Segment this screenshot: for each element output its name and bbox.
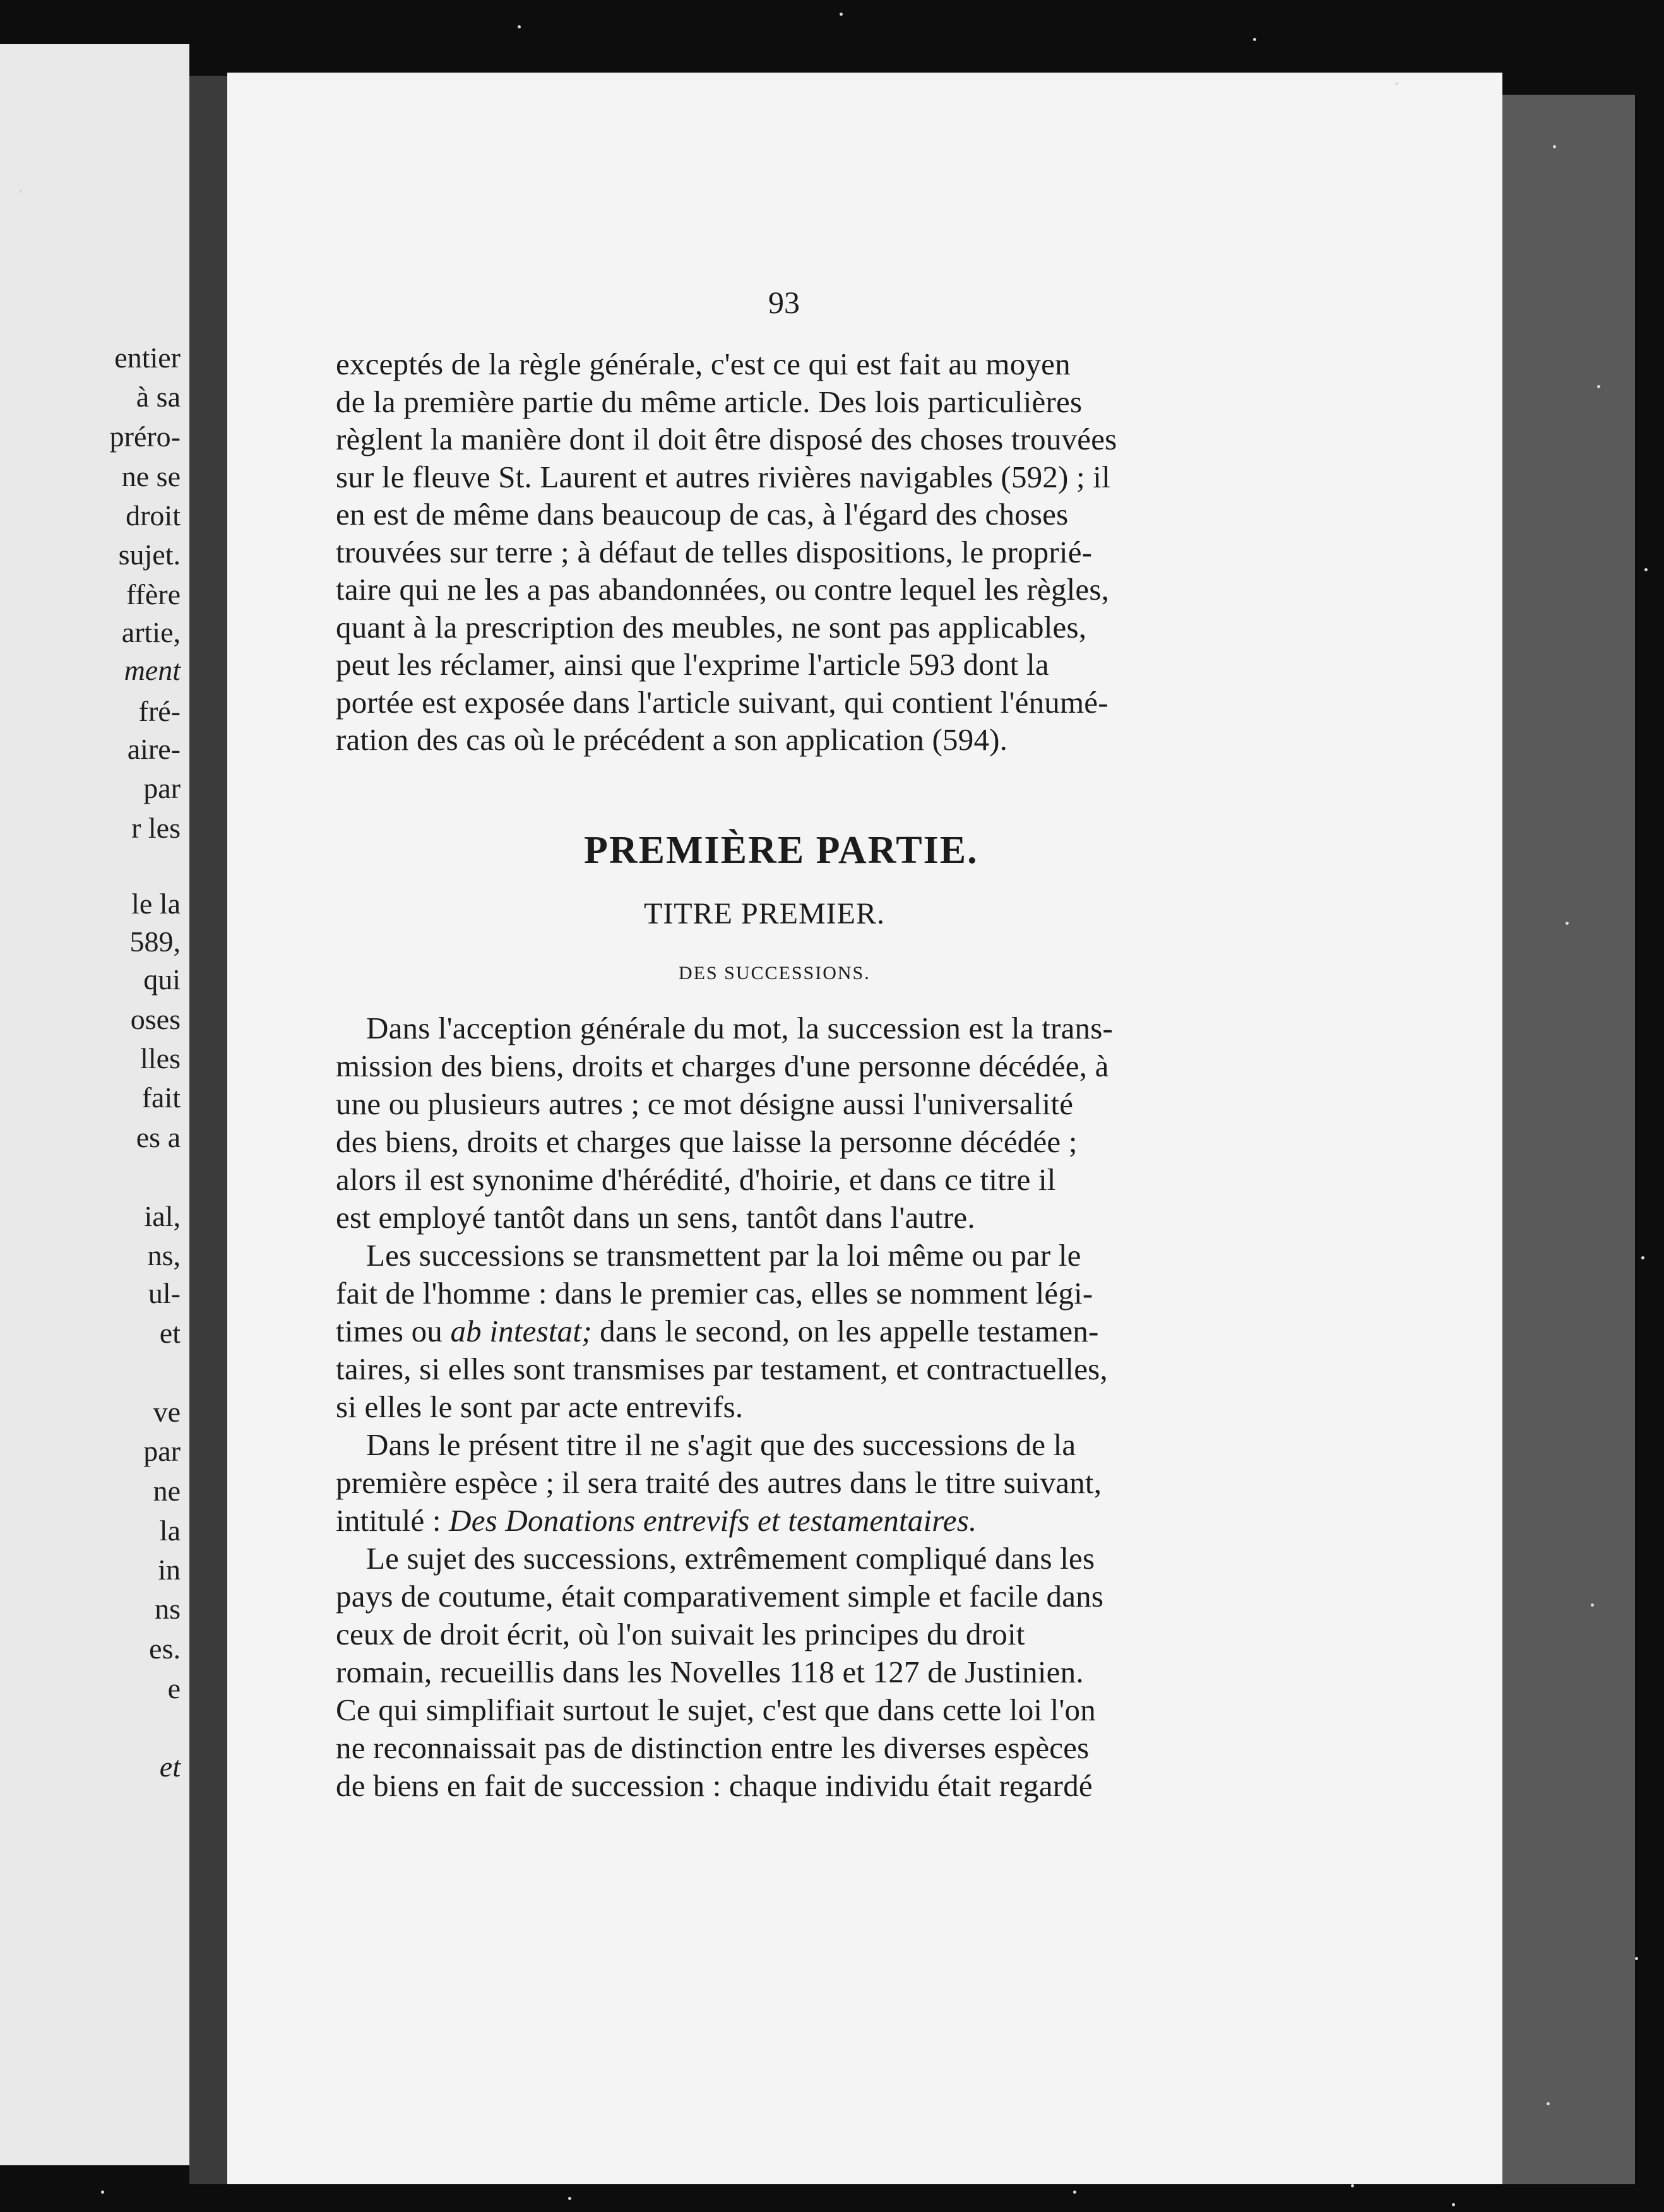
text-line xyxy=(336,1199,975,1235)
text-line xyxy=(336,1730,1089,1766)
text-line xyxy=(336,1389,743,1425)
facing-page-line: à sa xyxy=(136,381,181,413)
text-segment: Ce qui simplifiait surtout le sujet, c'est que dans cette loi l'on xyxy=(336,1692,1096,1727)
facing-page-line: ment xyxy=(124,654,181,686)
text-line xyxy=(336,1768,1093,1804)
facing-page-line: es a xyxy=(136,1121,181,1153)
paragraph-first-line xyxy=(366,1010,1113,1046)
text-line: de la première partie du même article. Des lois particulières xyxy=(336,384,1083,419)
text-line xyxy=(336,1351,1108,1387)
facing-page-line: lles xyxy=(140,1042,181,1074)
text-segment: Dans le présent titre il ne s'agit que des successions de la xyxy=(366,1427,1076,1462)
facing-page-line: aire- xyxy=(127,733,181,765)
text-line: règlent la manière dont il doit être disposé des choses trouvées xyxy=(336,422,1117,456)
facing-page-line: ve xyxy=(153,1396,181,1428)
text-segment: est employé tantôt dans un sens, tantôt dans l'autre. xyxy=(336,1200,975,1235)
text-segment: Dans l'acception générale du mot, la succession est la trans- xyxy=(366,1011,1114,1045)
text-line xyxy=(336,1692,1096,1728)
text-segment: fait de l'homme : dans le premier cas, elles se nomment légi- xyxy=(336,1276,1093,1311)
scan-speck xyxy=(1566,922,1569,925)
text-line: ration des cas où le précédent a son application (594). xyxy=(336,722,1008,757)
text-line xyxy=(336,1465,1102,1501)
facing-page-line: préro- xyxy=(109,420,181,453)
text-segment: si elles le sont par acte entrevifs. xyxy=(336,1389,744,1424)
scan-speck xyxy=(1644,568,1648,571)
text-line xyxy=(336,1578,1103,1614)
facing-page-line: ne se xyxy=(121,460,181,492)
facing-page-line: fré- xyxy=(138,695,181,727)
part-heading: PREMIÈRE PARTIE. xyxy=(584,829,978,872)
facing-page-line: par xyxy=(143,772,181,804)
scan-speck xyxy=(1641,1256,1644,1259)
title-heading: TITRE PREMIER. xyxy=(644,897,885,931)
text-segment: times ou xyxy=(336,1314,451,1348)
text-line xyxy=(336,1502,977,1538)
paragraph-first-line xyxy=(366,1540,1095,1576)
facing-page-line: ne xyxy=(153,1475,181,1507)
text-segment: mission des biens, droits et charges d'une personne décédée, à xyxy=(336,1049,1109,1083)
scan-speck xyxy=(1452,2203,1455,2206)
italic-text: Des Donations entrevifs et testamentaires. xyxy=(449,1503,977,1538)
facing-page-line: fait xyxy=(141,1081,181,1114)
scan-speck xyxy=(1553,145,1556,148)
scan-speck xyxy=(1395,82,1398,85)
text-segment: Les successions se transmettent par la loi même ou par le xyxy=(366,1238,1081,1273)
text-line xyxy=(336,1086,1073,1122)
text-line xyxy=(336,1616,1025,1652)
text-line: sur le fleuve St. Laurent et autres rivières navigables (592) ; il xyxy=(336,459,1110,494)
text-segment: une ou plusieurs autres ; ce mot désigne aussi l'universalité xyxy=(336,1086,1074,1121)
text-line xyxy=(336,1313,1099,1349)
facing-page-line: la xyxy=(159,1514,181,1547)
facing-page-line: qui xyxy=(143,963,181,996)
text-segment: ne reconnaissait pas de distinction entre les diverses espèces xyxy=(336,1730,1090,1765)
scan-speck xyxy=(19,189,22,193)
facing-page-line: es. xyxy=(149,1632,181,1665)
scan-speck xyxy=(1073,2191,1076,2194)
italic-text: ab intestat; xyxy=(450,1314,592,1348)
text-line: trouvées sur terre ; à défaut de telles dispositions, le proprié- xyxy=(336,534,1093,569)
paragraph-first-line xyxy=(366,1427,1076,1463)
facing-page-line: ial, xyxy=(144,1200,181,1232)
scan-speck xyxy=(518,25,521,28)
facing-page-line: et xyxy=(159,1317,181,1349)
text-segment: ceux de droit écrit, où l'on suivait les principes du droit xyxy=(336,1617,1025,1651)
text-line: portée est exposée dans l'article suivant, qui contient l'énumé- xyxy=(336,684,1108,720)
page-number: 93 xyxy=(768,285,800,320)
facing-page-line: r les xyxy=(131,812,181,844)
scan-speck xyxy=(1547,2102,1550,2105)
text-line xyxy=(336,1275,1093,1311)
scan-speck xyxy=(1591,1603,1594,1607)
scan-speck xyxy=(840,13,843,16)
scan-speck xyxy=(1253,38,1256,41)
paragraph-first-line xyxy=(366,1237,1081,1273)
section-heading: DES SUCCESSIONS. xyxy=(679,963,871,984)
text-segment: alors il est synonime d'hérédité, d'hoirie, et dans ce titre il xyxy=(336,1162,1056,1197)
text-line: taire qui ne les a pas abandonnées, ou contre lequel les règles, xyxy=(336,572,1110,607)
text-segment: taires, si elles sont transmises par testament, et contractuelles, xyxy=(336,1352,1108,1386)
facing-page-line: artie, xyxy=(121,616,181,648)
facing-page-line: oses xyxy=(130,1003,181,1035)
text-line xyxy=(336,1654,1084,1690)
text-line xyxy=(336,1124,1078,1160)
facing-page-line: par xyxy=(143,1435,181,1467)
facing-page-line: 589, xyxy=(129,925,181,958)
scan-speck xyxy=(1351,2184,1354,2187)
text-line: quant à la prescription des meubles, ne sont pas applicables, xyxy=(336,609,1087,645)
scan-speck xyxy=(568,2197,571,2200)
text-segment: romain, recueillis dans les Novelles 118 et 127 de Justinien. xyxy=(336,1655,1084,1689)
text-line xyxy=(336,1048,1109,1084)
text-segment: de biens en fait de succession : chaque individu était regardé xyxy=(336,1768,1093,1803)
text-segment: intitulé : xyxy=(336,1503,449,1538)
text-segment: pays de coutume, était comparativement simple et facile dans xyxy=(336,1579,1104,1614)
text-segment: dans le second, on les appelle testamen- xyxy=(591,1314,1099,1348)
facing-page-line: sujet. xyxy=(118,538,181,571)
facing-page-line: in xyxy=(158,1554,181,1586)
facing-page-line: ns xyxy=(155,1593,181,1625)
facing-page-line: e xyxy=(167,1672,181,1704)
facing-page-line: ul- xyxy=(148,1277,181,1309)
facing-page-line: ffère xyxy=(126,578,181,610)
facing-page-line: et xyxy=(159,1751,181,1783)
scan-speck xyxy=(1635,1957,1638,1960)
text-segment: Le sujet des successions, extrêmement compliqué dans les xyxy=(366,1541,1095,1576)
text-line: peut les réclamer, ainsi que l'exprime l'article 593 dont la xyxy=(336,647,1049,682)
text-segment: première espèce ; il sera traité des autres dans le titre suivant, xyxy=(336,1465,1102,1500)
text-line xyxy=(336,1162,1056,1198)
text-segment: des biens, droits et charges que laisse la personne décédée ; xyxy=(336,1124,1078,1159)
page-edge xyxy=(1502,95,1635,2184)
text-line: exceptés de la règle générale, c'est ce qui est fait au moyen xyxy=(336,347,1071,381)
facing-page-line: le la xyxy=(131,888,181,920)
facing-page-line: droit xyxy=(126,499,181,532)
scan-speck xyxy=(1597,385,1600,388)
scan-speck xyxy=(101,2191,104,2194)
facing-page-line: entier xyxy=(114,342,181,374)
facing-page-line: ns, xyxy=(147,1239,181,1271)
text-line: en est de même dans beaucoup de cas, à l'égard des choses xyxy=(336,497,1069,532)
